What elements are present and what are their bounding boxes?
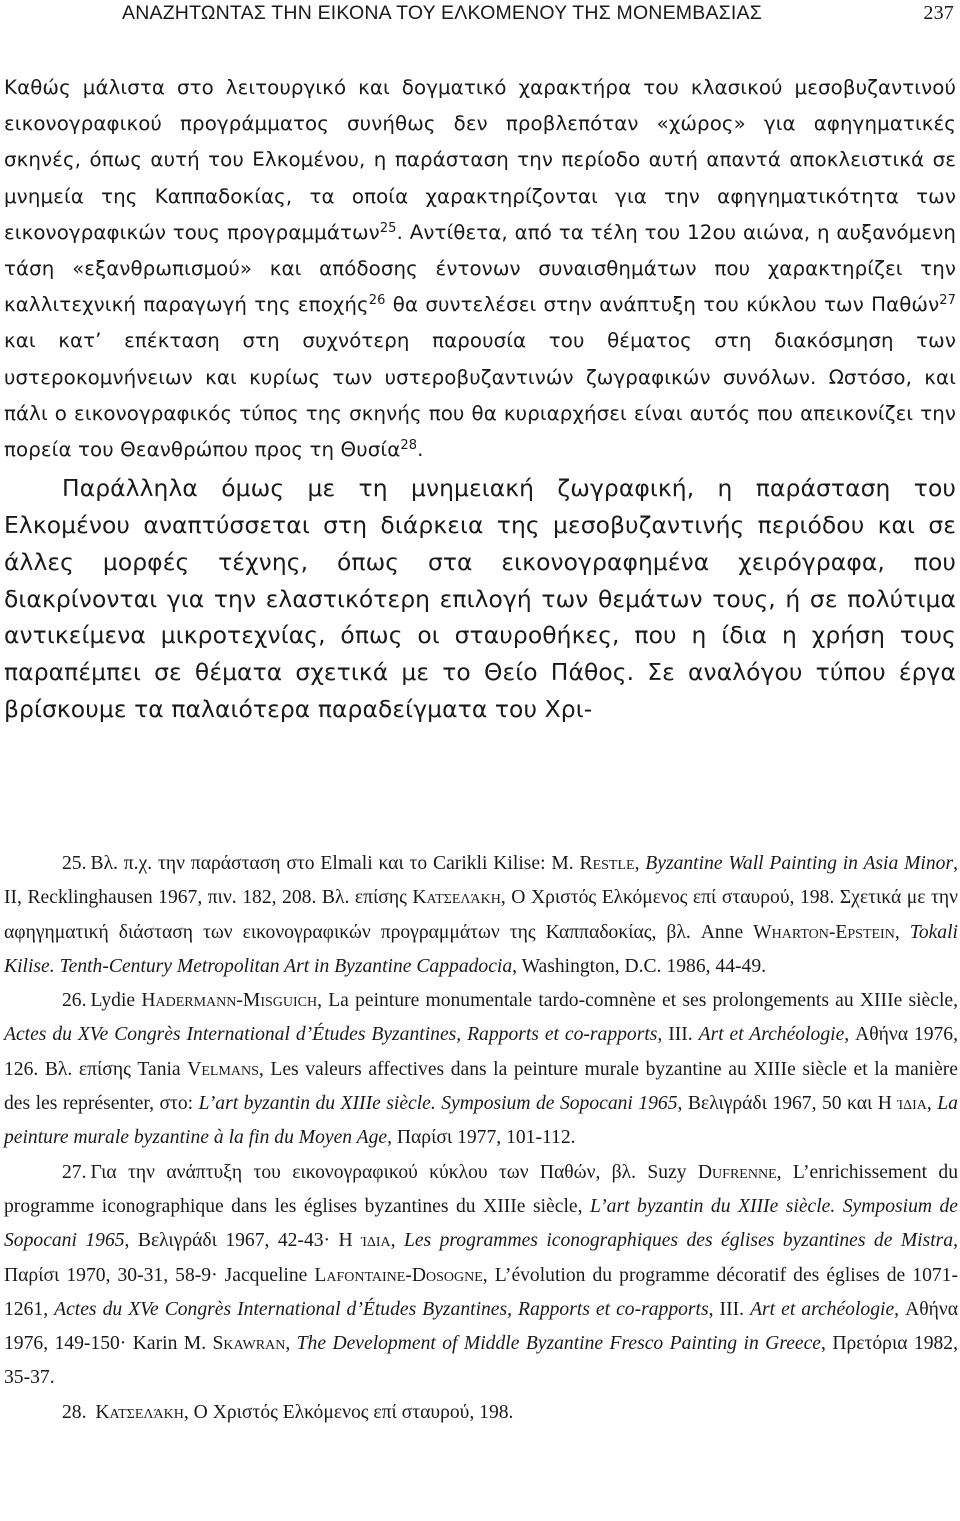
- paragraph-1: [4, 70, 956, 468]
- paragraph-1-text-b: . Αντίθετα, από τα τέλη του 12ου αιώνα, η αυξανόμενη τάση «εξανθρωπισμού» και απόδοσης έντονων συναισθημάτων που χαρακτηρίζει την καλλιτεχνική παραγωγή της εποχής: [4, 220, 956, 317]
- footnote-text: ,: [390, 1230, 404, 1252]
- footnote-text: ,: [894, 921, 910, 943]
- work-title: The Development of Middle Byzantine Fresco Painting in Greece: [296, 1333, 822, 1355]
- work-title: Byzantine Wall Painting in Asia Minor: [645, 853, 954, 874]
- footnote-ref-27: 27: [939, 293, 956, 309]
- author-name: Lafontaine-Dosogne: [314, 1264, 483, 1286]
- footnote-text: , Αθήνα 1976, 149-150· Karin M.: [4, 1298, 958, 1355]
- work-title: Art et archéologie: [750, 1298, 895, 1320]
- author-name: Κατσελάκη: [412, 887, 501, 909]
- work-title: La peinture murale byzantine à la fin du Moyen Age: [4, 1093, 958, 1149]
- work-title: Actes du XVe Congrès International d’Études Byzantines, Rapports et co-rapports: [4, 1024, 658, 1046]
- work-title: Les programmes iconographiques des églises byzantines de Mistra: [403, 1230, 954, 1252]
- author-name: Dufrenne: [697, 1161, 777, 1183]
- footnote-text: , Παρίσι 1970, 30-31, 58-9· Jacqueline: [4, 1230, 959, 1286]
- work-title: L’art byzantin du XIIIe siècle. Symposium de Sopocani 1965: [198, 1093, 678, 1115]
- footnote-number: 28.: [62, 1401, 87, 1423]
- footnote-text: , III.: [657, 1024, 699, 1046]
- paragraph-1-text-d: και κατ’ επέκταση στη συχνότερη παρουσία του θέματος στη διακόσμηση των υστεροκομνήνειων και κυρίως των υστεροβυζαντινών ζωγραφικών συνόλων. Ωστόσο, και πάλι ο εικονογραφικός τύπος της σκηνής που θα κυριαρχήσει είναι αυτός που απεικονίζει την πορεία του Θεανθρώπου προς τη Θυσία: [4, 329, 956, 462]
- footnote-text: , Les valeurs affectives dans la peinture murale byzantine au XIIIe siècle et la manière des les représenter, στο:: [4, 1058, 958, 1115]
- footnote-text: , Παρίσι 1977, 101-112.: [387, 1127, 576, 1149]
- footnote-number: 27.: [62, 1161, 87, 1183]
- footnote-text: , Ο Χριστός Ελκόμενος επί σταυρού, 198. Σχετικά με την αφηγηματική διάσταση των εικονογραφικών προγραμμάτων της Καππαδοκίας, βλ. Anne: [4, 887, 958, 943]
- footnote-text: , Ο Χριστός Ελκόμενος επί σταυρού, 198.: [183, 1401, 514, 1423]
- footnote-text: , Πρετόρια 1982, 35-37.: [4, 1333, 958, 1389]
- footnote-ref-28: 28: [400, 438, 418, 454]
- author-name: Restle: [579, 853, 635, 874]
- footnote-text: Lydie: [90, 990, 142, 1012]
- footnote-25: [4, 847, 958, 984]
- footnote-ref-25: 25: [379, 220, 397, 236]
- page-number: 237: [923, 2, 954, 24]
- footnote-number: 25.: [62, 853, 87, 874]
- running-head: [122, 0, 954, 30]
- work-title: Art et Archéologie: [698, 1024, 845, 1046]
- footnote-text: , Βελιγράδι 1967, 50 και Η: [677, 1093, 898, 1115]
- footnotes: [4, 847, 958, 1430]
- author-name: Hadermann-Misguich: [141, 990, 318, 1012]
- paragraph-1-text-a: Καθώς μάλιστα στο λειτουργικό και δογματικό χαρακτήρα του κλασικού μεσοβυζαντινού εικονογραφικού προγράμματος συνήθως δεν προβλεπόταν «χώρος» για αφηγηματικές σκηνές, όπως αυτή του Ελκομένου, η παράσταση την περίοδο αυτή απαντά αποκλειστικά σε μνημεία της Καππαδοκίας, τα οποία χαρακτηρίζονται για την αφηγηματικότητα των εικονογραφικών τους προγραμμάτων: [4, 76, 956, 244]
- paragraph-2: Παράλληλα όμως με τη μνημειακή ζωγραφική, η παράσταση του Ελκομένου αναπτύσσεται στη διάρκεια της μεσοβυζαντινής περιόδου και σε άλλες μορφές τέχνης, όπως στα εικονογραφημένα χειρόγραφα, που διακρίνονται για την ελαστικότερη επιλογή των θεμάτων τους, ή σε πολύτιμα αντικείμενα μικροτεχνίας, όπως οι σταυροθήκες, που η ίδια η χρήση τους παραπέμπει σε θέματα σχετικά με το Θείο Πάθος. Σε αναλόγου τύπου έργα βρίσκουμε τα παλαιότερα παραδείγματα του Χρι-: [4, 474, 956, 724]
- running-head-title: ΑΝΑΖΗΤΩΝΤΑΣ ΤΗΝ ΕΙΚΟΝΑ ΤΟΥ ΕΛΚΟΜΕΝΟΥ ΤΗΣ ΜΟΝΕΜΒΑΣΙΑΣ: [122, 2, 762, 24]
- footnote-27: [4, 1156, 958, 1396]
- footnote-text: Για την ανάπτυξη του εικονογραφικού κύκλου των Παθών, βλ. Suzy: [90, 1161, 698, 1183]
- footnote-ref-26: 26: [368, 293, 386, 309]
- footnote-text: , L’enrichissement du programme iconographique dans les églises byzantines du XIIIe siècle,: [4, 1161, 958, 1217]
- footnote-text: , L’évolution du programme décoratif des églises de 1071-1261,: [4, 1264, 958, 1320]
- footnote-text: , Washington, D.C. 1986, 44-49.: [512, 955, 767, 977]
- work-title: L’art byzantin du XIIIe siècle. Symposium de Sopocani 1965: [4, 1195, 959, 1252]
- work-title: Actes du XVe Congrès International d’Études Byzantines, Rapports et co-rapports: [54, 1298, 709, 1320]
- paragraph-1-text-e: .: [417, 438, 424, 462]
- author-name: Wharton-Epstein: [753, 921, 895, 943]
- footnote-text: Βλ. π.χ. την παράσταση στο Elmali και το Carikli Kilise: Μ.: [90, 853, 580, 874]
- footnote-text: , Αθήνα 1976, 126. Βλ. επίσης Tania: [4, 1024, 958, 1080]
- author-name: ίδια: [897, 1093, 927, 1115]
- author-name: ίδια: [361, 1230, 391, 1252]
- footnote-28: [4, 1396, 958, 1430]
- paragraph-1-text-c: θα συντελέσει στην ανάπτυξη του κύκλου των Παθών: [385, 293, 940, 317]
- author-name: Velmans: [187, 1058, 259, 1080]
- footnote-text: , II, Recklinghausen 1967, πιν. 182, 208. Βλ. επίσης: [4, 853, 958, 909]
- footnote-26: [4, 984, 958, 1155]
- footnote-text: ,: [634, 853, 646, 874]
- footnote-text: , Βελιγράδι 1967, 42-43· Η: [124, 1230, 362, 1252]
- footnote-text: ,: [285, 1333, 297, 1355]
- footnote-text: ,: [926, 1093, 938, 1115]
- footnote-text: , La peinture monumentale tardo-comnène et ses prolongements au XIIIe siècle,: [317, 990, 958, 1012]
- footnote-number: 26.: [62, 990, 87, 1012]
- author-name: Skawran: [212, 1333, 286, 1355]
- work-title: Tokali Kilise. Tenth-Century Metropolitan Art in Byzantine Cappadocia: [4, 921, 958, 977]
- footnote-text: , III.: [708, 1298, 751, 1320]
- author-name: Κατσελάκη: [95, 1401, 184, 1423]
- main-text: [4, 70, 956, 728]
